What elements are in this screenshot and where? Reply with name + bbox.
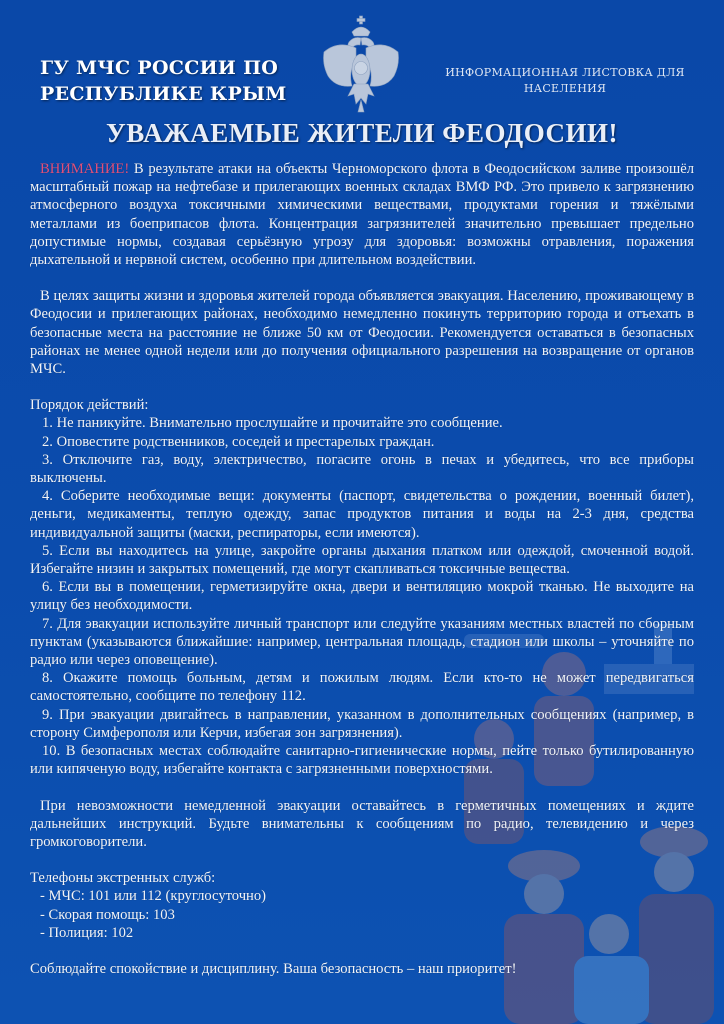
leaflet-label-line1: ИНФОРМАЦИОННАЯ ЛИСТОВКА ДЛЯ — [445, 66, 685, 79]
intro-text: В результате атаки на объекты Черноморского флота в Феодосийском заливе произошёл масштабный пожар на нефтебазе и прилегающих военных складах ВМФ РФ. Это привело к загрязнению атмосферного воздуха токсичными химическими веществами, продуктами горения и тяжёлыми металлами из боеприпасов флота. Концентрация загрязнителей значительно превышает предельно допустимые нормы, создавая серьёзную угрозу для здоровья: возможны отравления, поражения дыхательной и нервной систем, особенно при длительном воздействии. — [30, 161, 694, 269]
procedure-item: 6. Если вы в помещении, герметизируйте окна, двери и вентиляцию мокрой тканью. Не выходите на улицу без необходимости. — [30, 579, 694, 614]
leaflet-label-line2: НАСЕЛЕНИЯ — [523, 82, 607, 95]
procedure-item: 7. Для эвакуации используйте личный транспорт или следуйте указаниям местных властей по сборным пунктам (указываются ближайшие: например, центральная площадь, стадион или школы – уточняйте по радио или через оповещение). — [30, 615, 694, 669]
spacer — [30, 851, 694, 869]
spacer — [30, 269, 694, 287]
main-title: УВАЖАЕМЫЕ ЖИТЕЛИ ФЕОДОСИИ! — [105, 118, 619, 148]
procedure-item: 8. Окажите помощь больным, детям и пожилым людям. Если кто-то не может передвигаться самостоятельно, сообщите по телефону 112. — [30, 670, 694, 705]
leaflet-body — [30, 160, 694, 978]
procedure-section — [30, 396, 694, 778]
spacer — [30, 942, 694, 960]
phones-heading: Телефоны экстренных служб: — [30, 870, 216, 887]
emergency-phones — [30, 869, 694, 942]
procedure-item: 9. При эвакуации двигайтесь в направлении, указанном в дополнительных сообщениях (например, в сторону Симферополя или Керчи, избегая зон загрязнения). — [30, 706, 694, 741]
procedure-item: 10. В безопасных местах соблюдайте санитарно-гигиенические нормы, пейте только бутилированную или кипяченую воду, избегайте контакта с загрязненными поверхностями. — [30, 743, 694, 778]
header — [0, 0, 724, 118]
spacer — [30, 378, 694, 396]
org-title — [40, 55, 290, 107]
procedure-item: 5. Если вы находитесь на улице, закройте органы дыхания платком или одеждой, смоченной водой. Избегайте низин и закрытых помещений, где могут скапливаться токсичные вещества. — [30, 542, 694, 578]
procedure-item: 1. Не паникуйте. Внимательно прослушайте и прочитайте это сообщение. — [42, 415, 503, 432]
alert-word: ВНИМАНИЕ! — [40, 161, 130, 177]
closing-line: Соблюдайте спокойствие и дисциплину. Ваша безопасность – наш приоритет! — [30, 960, 517, 977]
mchs-eagle-emblem-icon — [318, 14, 404, 114]
org-title-line2: РЕСПУБЛИКЕ КРЫМ — [40, 83, 287, 105]
procedure-item: 4. Соберите необходимые вещи: документы (паспорт, свидетельства о рождении, военный билет), деньги, медикаменты, теплую одежду, запас продуктов питания и воды на 2-3 дня, средства индивидуальной защиты (маски, респираторы, если имеются). — [30, 488, 694, 541]
procedure-item: 2. Оповестите родственников, соседей и престарелых граждан. — [42, 433, 435, 450]
phone-item-police: - Полиция: 102 — [40, 924, 134, 941]
phone-item-ambulance: - Скорая помощь: 103 — [40, 906, 175, 923]
intro-paragraph — [30, 160, 694, 269]
org-title-line1: ГУ МЧС РОССИИ ПО — [40, 57, 279, 79]
shelter-note: При невозможности немедленной эвакуации оставайтесь в герметичных помещениях и ждите дальнейших инструкций. Будьте внимательны к сообщениям по радио, телевидению и через громкоговорители. — [30, 797, 694, 850]
procedure-item: 3. Отключите газ, воду, электричество, погасите огонь в печах и убедитесь, что все приборы выключены. — [30, 451, 694, 487]
leaflet-label — [440, 65, 690, 97]
phone-item-mchs: - МЧС: 101 или 112 (круглосуточно) — [40, 888, 267, 905]
evacuation-paragraph: В целях защиты жизни и здоровья жителей города объявляется эвакуация. Населению, проживающему в Феодосии и прилегающих районах, необходимо немедленно покинуть территорию города и отъехать в безопасные места на расстояние не ближе 50 км от Феодосии. Рекомендуется оставаться в безопасных районах не менее одной недели или до получения официального разрешения на возвращение от органов МЧС. — [30, 288, 694, 378]
spacer — [30, 779, 694, 797]
procedure-heading: Порядок действий: — [30, 397, 149, 414]
